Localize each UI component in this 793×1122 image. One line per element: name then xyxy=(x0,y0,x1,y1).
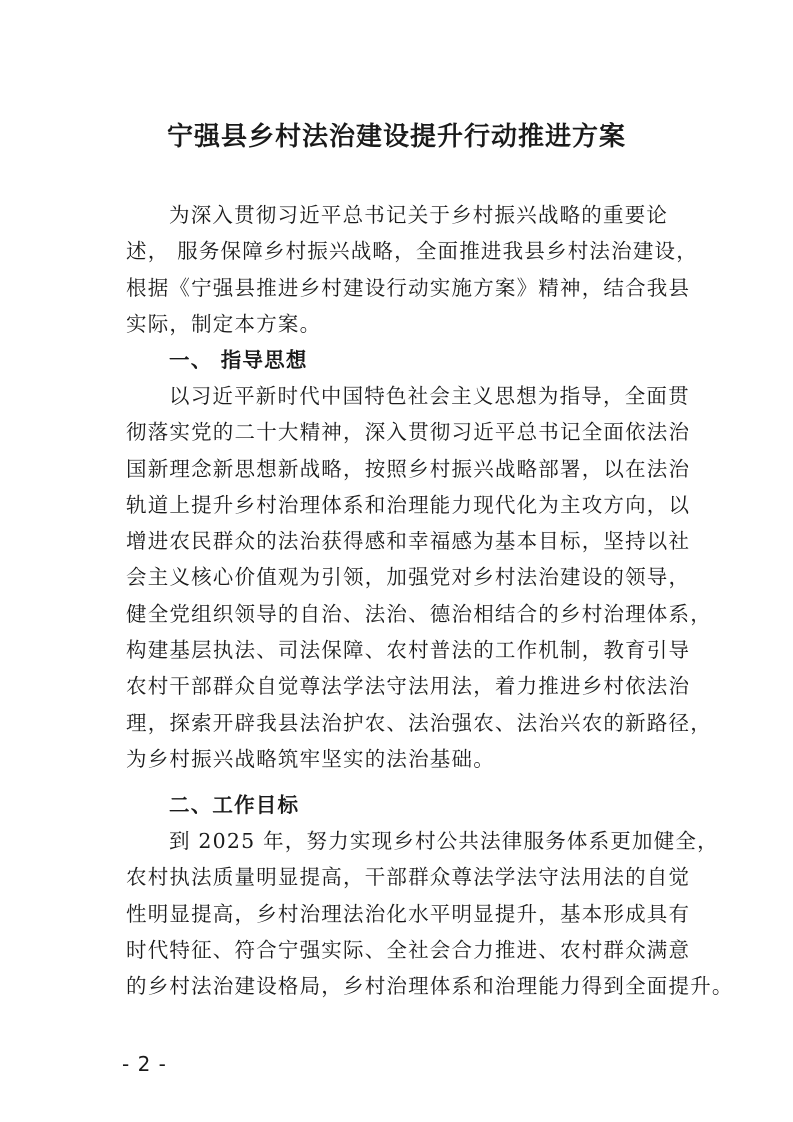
paragraph-line: 构建基层执法、司法保障、农村普法的工作机制，教育引导 xyxy=(126,638,691,663)
paragraph-line: 到 2025 年，努力实现乡村公共法律服务体系更加健全， xyxy=(169,829,719,853)
intro-paragraph xyxy=(126,197,698,342)
paragraph-line: 性明显提高，乡村治理法治化水平明显提升，基本形成具有 xyxy=(126,901,691,926)
paragraph-line: 述， 服务保障乡村振兴战略，全面推进我县乡村法治建设， xyxy=(126,239,698,264)
page-number: - 2 - xyxy=(122,1052,167,1076)
paragraph-line: 以习近平新时代中国特色社会主义思想为指导，全面贯 xyxy=(169,384,690,408)
section-heading: 二、工作目标 xyxy=(169,793,300,817)
paragraph-line: 为深入贯彻习近平总书记关于乡村振兴战略的重要论 xyxy=(169,203,669,227)
paragraph-line: 时代特征、符合宁强实际、全社会合力推进、农村群众满意 xyxy=(126,937,691,962)
paragraph-line: 国新理念新思想新战略，按照乡村振兴战略部署，以在法治 xyxy=(126,456,691,481)
work-goals-paragraph xyxy=(126,823,734,1004)
paragraph-line: 根据《宁强县推进乡村建设行动实施方案》精神，结合我县 xyxy=(126,275,691,300)
paragraph-line: 健全党组织领导的自治、法治、德治相结合的乡村治理体系， xyxy=(126,601,712,626)
guiding-thought-paragraph xyxy=(126,378,712,777)
paragraph-line: 会主义核心价值观为引领，加强党对乡村法治建设的领导， xyxy=(126,565,691,590)
paragraph-line: 农村干部群众自觉尊法学法守法用法，着力推进乡村依法治 xyxy=(126,674,691,699)
paragraph-line: 的乡村法治建设格局，乡村治理体系和治理能力得到全面提升。 xyxy=(126,974,734,999)
paragraph-line: 彻落实党的二十大精神，深入贯彻习近平总书记全面依法治 xyxy=(126,420,691,445)
section-heading-work-goals xyxy=(126,787,686,823)
section-heading: 一、 指导思想 xyxy=(169,348,308,372)
document-title: 宁强县乡村法治建设提升行动推进方案 xyxy=(166,122,626,152)
paragraph-line: 轨道上提升乡村治理体系和治理能力现代化为主攻方向，以 xyxy=(126,492,691,517)
paragraph-line: 理，探索开辟我县法治护农、法治强农、法治兴农的新路径， xyxy=(126,710,712,735)
paragraph-line: 实际，制定本方案。 xyxy=(126,311,322,336)
section-heading-guiding-thought xyxy=(126,342,686,378)
paragraph-line: 农村执法质量明显提高，干部群众尊法学法守法用法的自觉 xyxy=(126,865,691,890)
paragraph-line: 为乡村振兴战略筑牢坚实的法治基础。 xyxy=(126,746,495,771)
paragraph-line: 增进农民群众的法治获得感和幸福感为基本目标，坚持以社 xyxy=(126,529,691,554)
